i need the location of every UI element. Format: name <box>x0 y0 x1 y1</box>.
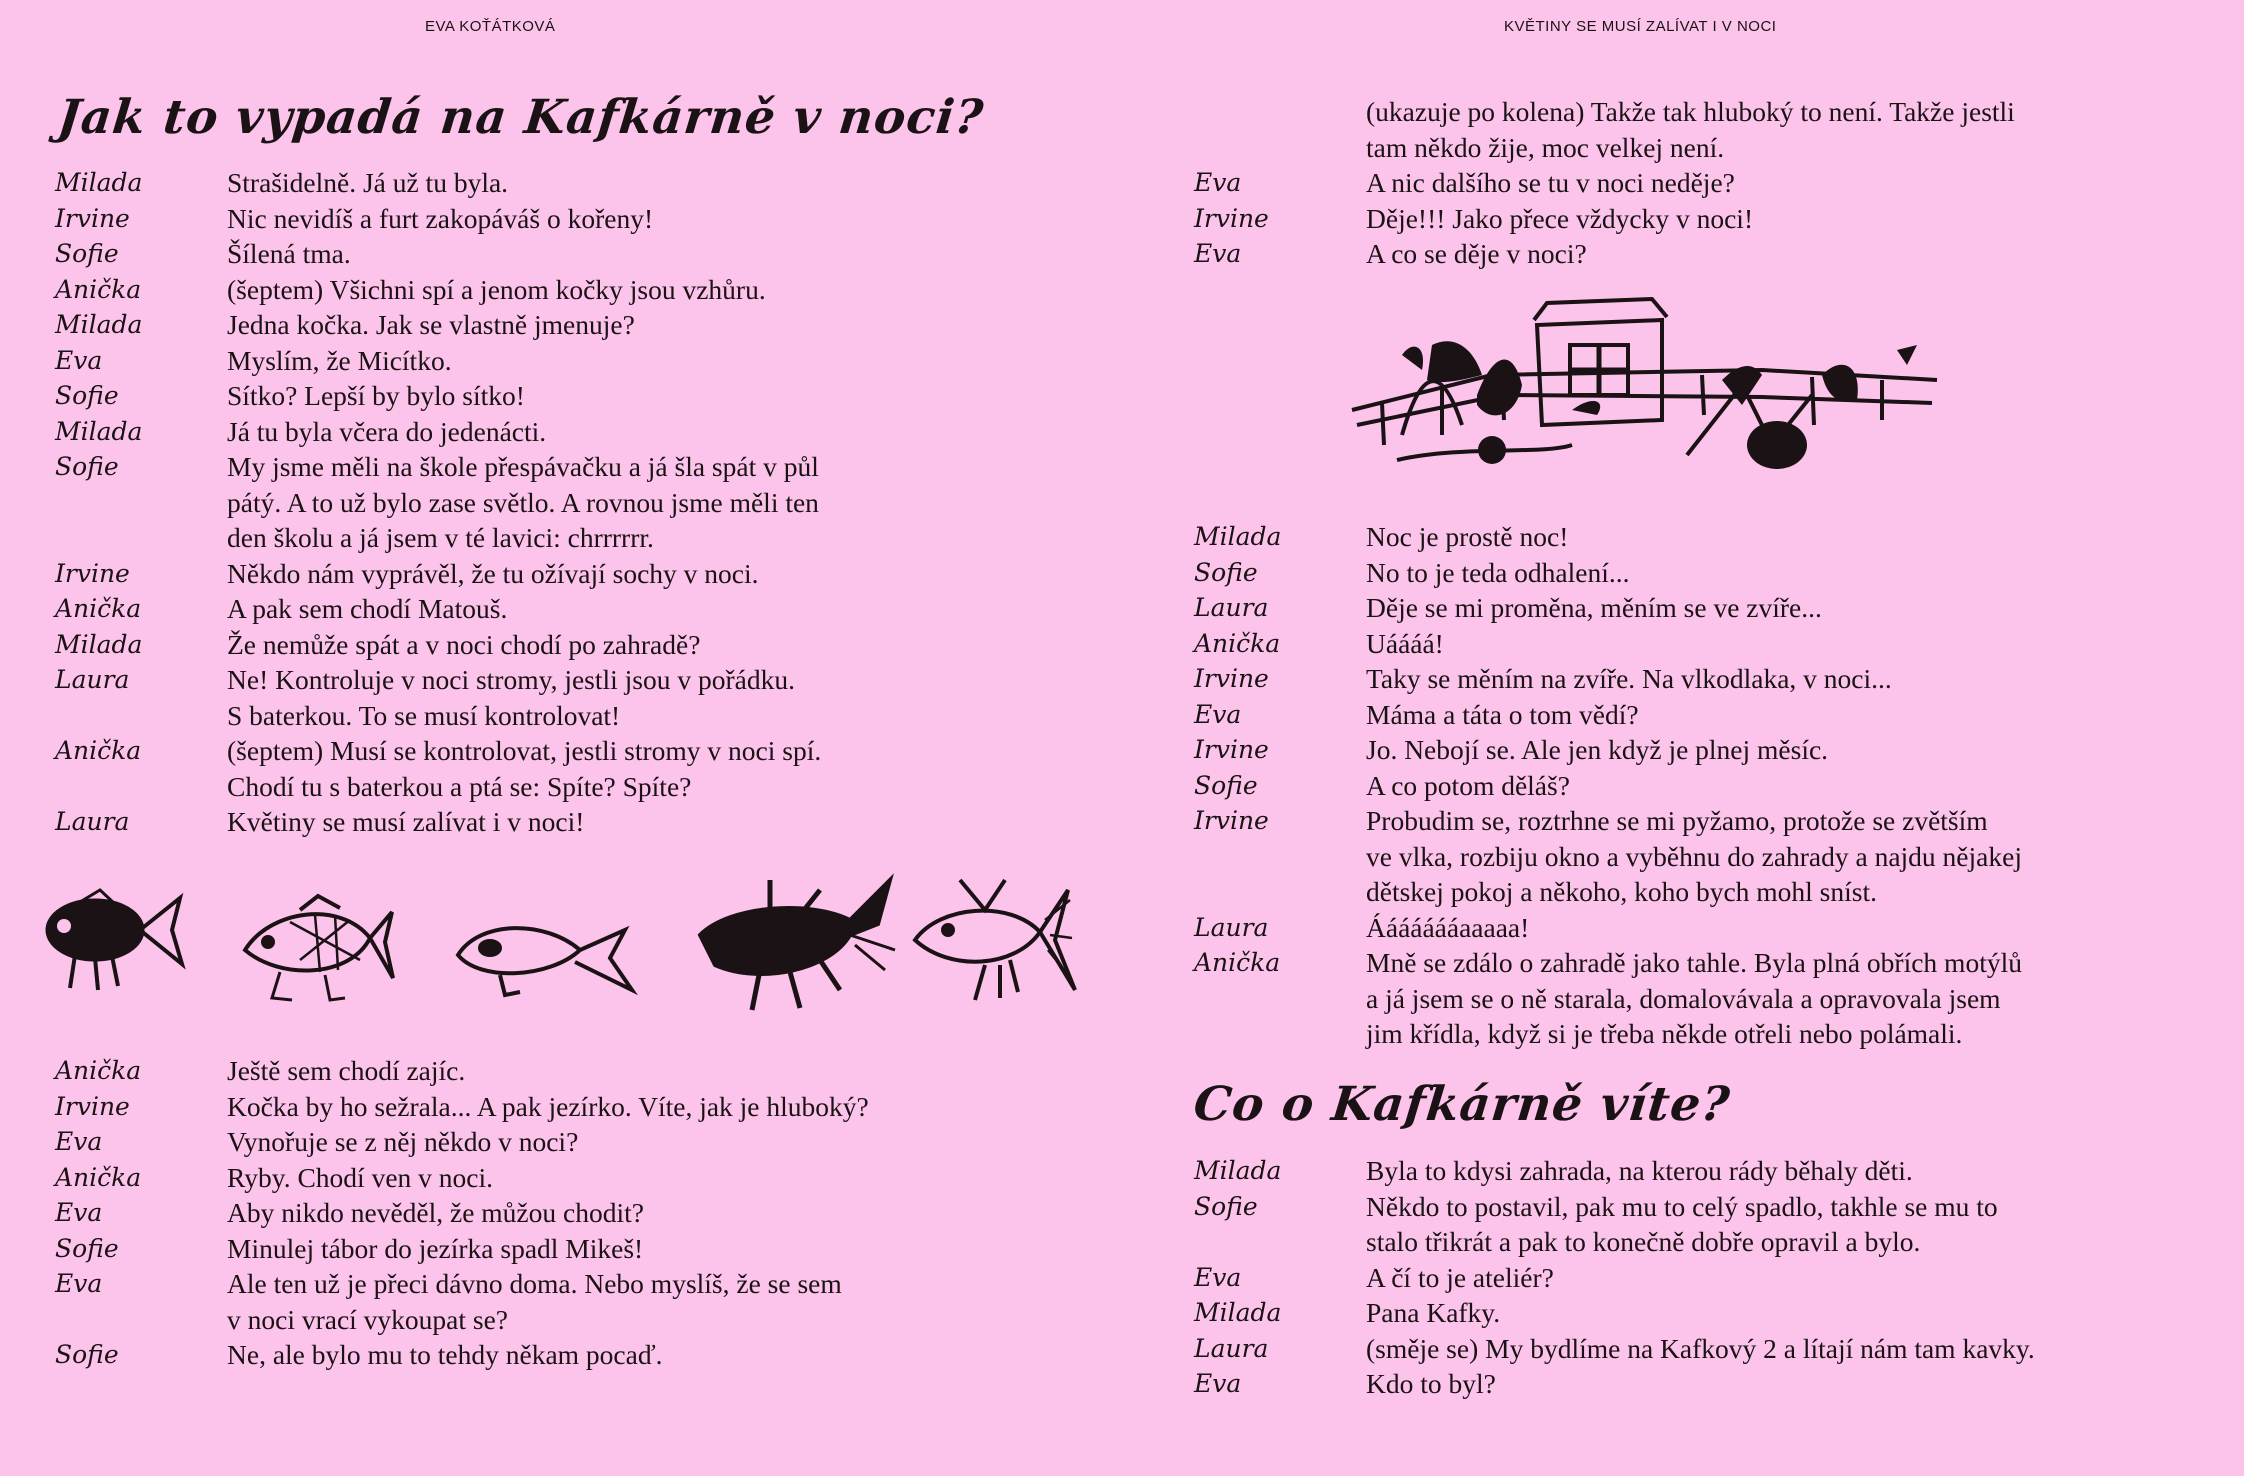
speech-line: A nic dalšího se tu v noci neděje? <box>1366 167 1735 198</box>
speech-text <box>1366 661 2166 697</box>
speech-text <box>1366 768 2166 804</box>
speech-text <box>1366 697 2166 733</box>
speaker-name: Milada <box>55 629 143 659</box>
speech-line: A co potom děláš? <box>1366 769 1570 801</box>
speaker-name: Eva <box>1194 1369 1242 1398</box>
speech-line: Taky se měním na zvíře. Na vlkodlaka, v noci... <box>1366 663 1892 694</box>
speech-line: S baterkou. To se musí kontrolovat! <box>227 699 621 731</box>
speech-text <box>227 414 987 450</box>
speech-line: Uáááá! <box>1366 627 1444 659</box>
speech-line: Já tu byla včera do jedenácti. <box>227 415 547 447</box>
speaker-name: Irvine <box>1194 203 1269 233</box>
dialogue-continuation <box>1194 94 2166 165</box>
speech-text <box>227 449 987 556</box>
speech-line: Děje!!! Jako přece vždycky v noci! <box>1366 202 1754 234</box>
dialogue-row <box>1194 519 2166 555</box>
speech-line: a já jsem se o ně starala, domalovávala a opravovala jsem <box>1366 982 2001 1014</box>
dialogue-row <box>55 556 987 592</box>
dialogue-row <box>1194 803 2166 910</box>
speech-line: v noci vrací vykoupat se? <box>227 1303 509 1335</box>
speech-line: (šeptem) Všichni spí a jenom kočky jsou vzhůru. <box>227 273 766 305</box>
speaker-name: Eva <box>1194 1262 1242 1292</box>
speech-line: Ne, ale bylo mu to tehdy někam pocaď. <box>227 1339 663 1370</box>
dialogue-row <box>55 1195 987 1231</box>
speaker-name: Anička <box>1194 948 1281 977</box>
speech-line: (šeptem) Musí se kontrolovat, jestli stromy v noci spí. <box>227 735 822 766</box>
dialogue-row <box>55 272 987 308</box>
speech-text <box>1366 590 2166 626</box>
speech-text <box>1366 236 2166 272</box>
section-heading-kafkarna: Co o Kafkárně víte? <box>1191 1077 1733 1132</box>
speech-text <box>1366 1153 2166 1189</box>
speaker-name: Eva <box>55 1198 103 1227</box>
running-head-title: KVĚTINY SE MUSÍ ZALÍVAT I V NOCI <box>1504 18 1777 35</box>
speaker-name: Sofie <box>55 452 119 481</box>
dialogue-row <box>1194 236 2166 272</box>
speaker-name: Milada <box>55 168 143 197</box>
dialogue-row <box>55 662 987 733</box>
dialogue-row <box>1194 165 2166 201</box>
speech-text <box>1366 1295 2166 1331</box>
dialogue-row <box>1194 945 2166 1052</box>
speech-text <box>1366 555 2166 591</box>
speech-line: den školu a já jsem v té lavici: chrrrrrr. <box>227 522 654 553</box>
speech-text <box>227 1089 987 1125</box>
dialogue-row <box>55 343 987 379</box>
speech-line: Jedna kočka. Jak se vlastně jmenuje? <box>227 309 635 340</box>
speech-text <box>1366 1366 2166 1402</box>
dialogue-row <box>55 1231 987 1267</box>
speaker-name: Irvine <box>55 1091 130 1121</box>
fish-drawing-4 <box>700 880 895 1010</box>
dialogue-row <box>55 414 987 450</box>
speech-text <box>1366 1260 2166 1296</box>
speech-line: Ještě sem chodí zajíc. <box>227 1055 466 1086</box>
speech-text <box>227 1124 987 1160</box>
speech-text <box>227 1266 987 1337</box>
speech-text <box>1366 803 2166 910</box>
speaker-name: Irvine <box>55 558 130 588</box>
speech-line: pátý. A to už bylo zase světlo. A rovnou jsme měli ten <box>227 486 819 518</box>
speech-line: Jo. Nebojí se. Ale jen když je plnej měsíc. <box>1366 734 1829 765</box>
speech-text <box>227 165 987 201</box>
speaker-name: Eva <box>1194 239 1242 268</box>
speech-line: Květiny se musí zalívat i v noci! <box>227 806 585 837</box>
speech-text <box>227 1337 987 1373</box>
speech-text <box>1366 626 2166 662</box>
garden-house-drawing <box>1342 285 1942 485</box>
dialogue-row <box>1194 1189 2166 1260</box>
speech-line: Mně se zdálo o zahradě jako tahle. Byla plná obřích motýlů <box>1366 947 2022 978</box>
fish-drawing-5 <box>915 880 1075 1000</box>
speaker-name: Sofie <box>1194 770 1258 800</box>
dialogue-row <box>1194 590 2166 626</box>
dialogue-row <box>1194 626 2166 662</box>
speech-line: Byla to kdysi zahrada, na kterou rády běhaly děti. <box>1366 1155 1913 1186</box>
speech-line: Probudim se, roztrhne se mi pyžamo, protože se zvětším <box>1366 805 1988 836</box>
dialogue-row <box>1194 1366 2166 1402</box>
speaker-name: Anička <box>55 1162 142 1192</box>
dialogue-row <box>1194 555 2166 591</box>
dialogue-row <box>1194 1260 2166 1296</box>
dialogue-block <box>55 165 987 840</box>
dialogue-row <box>1194 201 2166 237</box>
speaker-name: Eva <box>1194 168 1242 197</box>
speech-line: Ryby. Chodí ven v noci. <box>227 1161 493 1193</box>
speech-line: Děje se mi proměna, měním se ve zvíře... <box>1366 592 1822 623</box>
speech-line: A co se děje v noci? <box>1366 238 1587 269</box>
speaker-name: Laura <box>1194 1333 1269 1363</box>
speech-text <box>227 804 987 840</box>
dialogue-row <box>55 1337 987 1373</box>
speech-line: Ne! Kontroluje v noci stromy, jestli jsou v pořádku. <box>227 664 795 695</box>
dialogue-row <box>55 627 987 663</box>
speaker-name: Anička <box>55 274 142 304</box>
speaker-name: Milada <box>55 416 143 446</box>
speech-text <box>227 591 987 627</box>
speech-text <box>227 378 987 414</box>
speech-text <box>227 627 987 663</box>
speech-line: (směje se) My bydlíme na Kafkový 2 a lítají nám tam kavky. <box>1366 1332 2035 1364</box>
dialogue-row <box>55 449 987 556</box>
speaker-name: Irvine <box>55 203 130 233</box>
speech-line: Kočka by ho sežrala... A pak jezírko. Víte, jak je hluboký? <box>227 1090 869 1122</box>
running-head-author: EVA KOŤÁTKOVÁ <box>425 18 556 35</box>
speech-line: A čí to je ateliér? <box>1366 1261 1554 1293</box>
fish-drawing-3 <box>458 928 632 995</box>
dialogue-row <box>55 804 987 840</box>
dialogue-row <box>55 1124 987 1160</box>
speech-line: (ukazuje po kolena) Takže tak hluboký to není. Takže jestli <box>1366 96 2015 127</box>
speech-text <box>1366 945 2166 1052</box>
speech-text <box>227 1195 987 1231</box>
dialogue-row <box>55 307 987 343</box>
speech-line: dětskej pokoj a někoho, koho bych mohl sníst. <box>1366 876 1877 907</box>
speaker-name: Anička <box>55 594 142 623</box>
speaker-name: Sofie <box>55 1233 119 1263</box>
speaker-name: Laura <box>1194 912 1269 942</box>
dialogue-row <box>55 236 987 272</box>
speech-line: Máma a táta o tom vědí? <box>1366 698 1639 730</box>
speech-line: Že nemůže spát a v noci chodí po zahradě? <box>227 628 701 660</box>
dialogue-row <box>55 1053 987 1089</box>
dialogue-row <box>1194 732 2166 768</box>
speech-text <box>1366 519 2166 555</box>
dialogue-row <box>55 733 987 804</box>
speech-line: Nic nevidíš a furt zakopáváš o kořeny! <box>227 202 654 234</box>
speaker-name: Milada <box>1194 1156 1282 1185</box>
speech-line: My jsme měli na škole přespávačku a já šla spát v půl <box>227 451 819 482</box>
speaker-name: Irvine <box>1194 735 1269 764</box>
speaker-name: Eva <box>1194 699 1242 729</box>
speaker-name: Sofie <box>55 1340 119 1369</box>
speaker-name: Laura <box>1194 593 1269 622</box>
speech-line: Někdo nám vyprávěl, že tu ožívají sochy v noci. <box>227 557 759 589</box>
fish-drawings <box>0 860 1122 1000</box>
speech-text <box>227 733 987 804</box>
dialogue-row <box>55 1266 987 1337</box>
dialogue-row <box>1194 697 2166 733</box>
speaker-name: Sofie <box>1194 1191 1258 1221</box>
speech-text <box>1366 165 2166 201</box>
section-heading-night: Jak to vypadá na Kafkárně v noci? <box>55 90 987 145</box>
speech-text <box>1366 1189 2166 1260</box>
speech-text <box>227 662 987 733</box>
dialogue-row <box>55 165 987 201</box>
speech-text <box>1366 1331 2166 1367</box>
dialogue-block <box>1194 165 2166 272</box>
dialogue-row <box>55 1160 987 1196</box>
speech-text <box>227 1160 987 1196</box>
dialogue-row <box>55 378 987 414</box>
speech-text <box>227 343 987 379</box>
speech-line: Kdo to byl? <box>1366 1368 1496 1399</box>
speaker-name: Milada <box>1194 1298 1282 1327</box>
speaker-name: Anička <box>55 1056 142 1085</box>
speech-line: ve vlka, rozbiju okno a vyběhnu do zahrady a najdu nějakej <box>1366 840 2022 872</box>
dialogue-block <box>1194 519 2166 1052</box>
dialogue-row <box>1194 1295 2166 1331</box>
speech-text <box>1366 910 2166 946</box>
speech-line: stalo třikrát a pak to konečně dobře opravil a bylo. <box>1366 1226 1921 1257</box>
speaker-name: Irvine <box>1194 664 1269 693</box>
speech-line: Sítko? Lepší by bylo sítko! <box>227 380 525 411</box>
speech-text <box>227 201 987 237</box>
dialogue-row <box>1194 910 2166 946</box>
speaker-name: Sofie <box>55 239 119 268</box>
speaker-name: Eva <box>55 345 103 375</box>
speaker-name: Milada <box>1194 522 1282 551</box>
speaker-name: Anička <box>55 736 142 765</box>
dialogue-row <box>55 201 987 237</box>
speaker-name: Laura <box>55 665 130 694</box>
speech-line: jim křídla, když si je třeba někde otřeli nebo polámali. <box>1366 1018 1963 1049</box>
speech-text <box>227 236 987 272</box>
speech-line: Pana Kafky. <box>1366 1297 1501 1328</box>
dialogue-row <box>55 591 987 627</box>
speech-line: A pak sem chodí Matouš. <box>227 593 508 624</box>
speech-line: Šílená tma. <box>227 238 351 269</box>
speech-line: Áááááááaaaaa! <box>1366 911 1530 943</box>
speech-text <box>227 1231 987 1267</box>
fish-drawing-2 <box>245 896 393 1000</box>
speaker-name: Milada <box>55 310 143 339</box>
speaker-name: Laura <box>55 807 130 836</box>
dialogue-row <box>1194 768 2166 804</box>
speech-line: No to je teda odhalení... <box>1366 556 1630 588</box>
dialogue-row <box>1194 1331 2166 1367</box>
speaker-name: Irvine <box>1194 806 1269 835</box>
dialogue-row <box>1194 1153 2166 1189</box>
speech-line: Chodí tu s baterkou a ptá se: Spíte? Spíte? <box>227 770 692 802</box>
dialogue-row <box>55 1089 987 1125</box>
speech-line: Aby nikdo nevěděl, že můžou chodit? <box>227 1197 644 1228</box>
speech-line: Minulej tábor do jezírka spadl Mikeš! <box>227 1232 644 1264</box>
speaker-name: Sofie <box>55 381 119 410</box>
speech-text <box>227 307 987 343</box>
right-page <box>1122 0 2244 1476</box>
dialogue-block <box>1194 1153 2166 1402</box>
speech-text <box>227 1053 987 1089</box>
speech-text <box>1366 732 2166 768</box>
speaker-name: Anička <box>1194 628 1281 658</box>
speech-line: Vynořuje se z něj někdo v noci? <box>227 1126 579 1157</box>
speech-line: Noc je prostě noc! <box>1366 521 1569 552</box>
speech-text <box>1366 201 2166 237</box>
speech-text <box>227 556 987 592</box>
fish-drawing-1 <box>47 890 182 990</box>
dialogue-row <box>1194 661 2166 697</box>
speech-text <box>227 272 987 308</box>
speaker-name: Eva <box>55 1269 103 1298</box>
speech-line: Myslím, že Micítko. <box>227 344 452 376</box>
speaker-name: Eva <box>55 1127 103 1156</box>
speech-line: tam někdo žije, moc velkej není. <box>1366 131 1725 163</box>
dialogue-block <box>55 1053 987 1373</box>
speech-line: Někdo to postavil, pak mu to celý spadlo, takhle se mu to <box>1366 1190 1998 1222</box>
speech-line: Strašidelně. Já už tu byla. <box>227 167 509 198</box>
speech-line: Ale ten už je přeci dávno doma. Nebo myslíš, že se sem <box>227 1268 842 1299</box>
speaker-name: Sofie <box>1194 557 1258 587</box>
